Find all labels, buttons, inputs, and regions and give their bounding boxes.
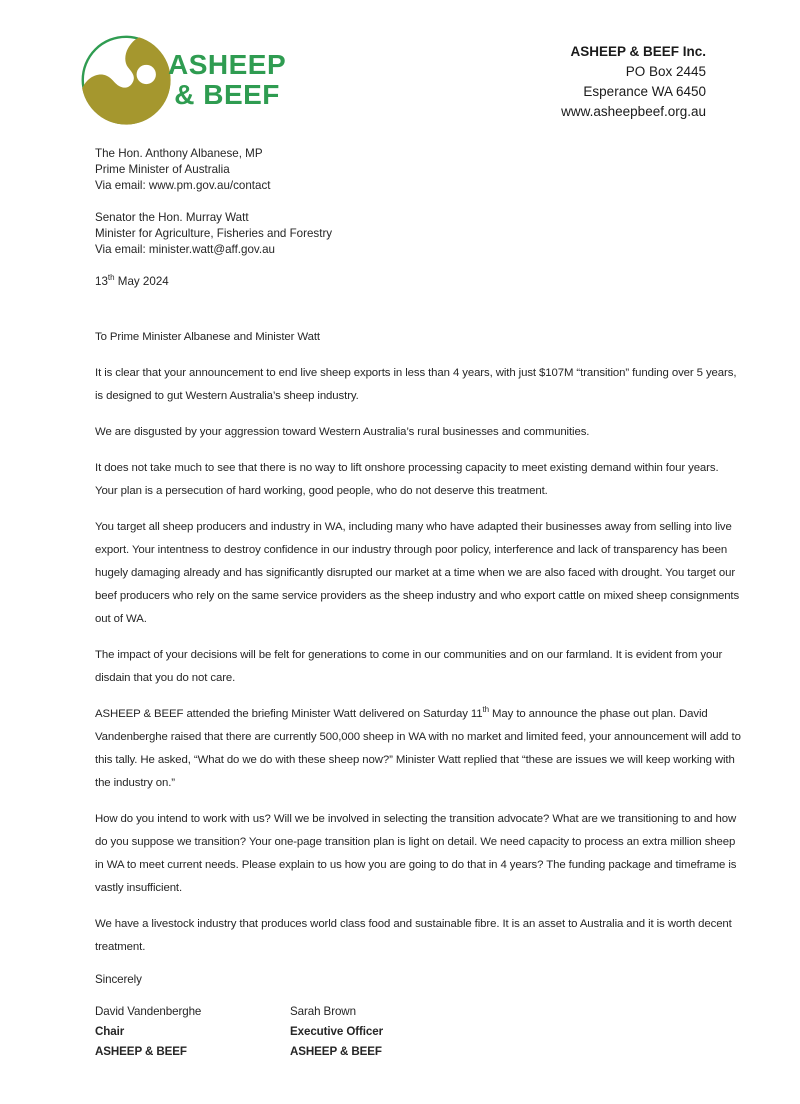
sheep-swirl-logo-icon <box>80 34 172 126</box>
recipient-line: Via email: www.pm.gov.au/contact <box>95 179 271 192</box>
signatory-org: ASHEEP & BEEF <box>290 1045 382 1058</box>
signatory-title: Executive Officer <box>290 1025 384 1038</box>
signatory <box>290 1002 485 1062</box>
signatory-name: Sarah Brown <box>290 1005 356 1018</box>
logo-wordmark-line1: ASHEEP <box>168 49 287 80</box>
letter-paragraph: ASHEEP & BEEF attended the briefing Minister Watt delivered on Saturday 11th May to announce the phase out plan. David Vandenberghe raised that there are currently 500,000 sheep in WA with no market and limited feed, your announcement will add to this tally. He asked, “What do we do with these sheep now?” Minister Watt replied that “these are issues we will keep working with the industry on.” <box>95 705 741 789</box>
signatory-title: Chair <box>95 1025 125 1038</box>
address-area <box>95 146 800 290</box>
logo-wordmark-line2: & BEEF <box>174 79 280 110</box>
signatory-org: ASHEEP & BEEF <box>95 1045 187 1058</box>
recipient-line: The Hon. Anthony Albanese, MP <box>95 147 263 160</box>
sender-address-block <box>561 42 706 122</box>
letter-paragraph: We have a livestock industry that produces world class food and sustainable fibre. It is an asset to Australia and it is worth decent treatment. <box>95 918 732 953</box>
recipient-line: Via email: minister.watt@aff.gov.au <box>95 243 275 256</box>
recipient-line: Minister for Agriculture, Fisheries and Forestry <box>95 227 333 240</box>
letter-paragraphs <box>95 362 743 959</box>
sender-website: www.asheepbeef.org.au <box>561 104 706 119</box>
letterhead <box>0 0 800 126</box>
ordinal-superscript: th <box>482 705 489 715</box>
logo-wordmark <box>168 50 286 110</box>
ordinal-superscript: th <box>107 273 115 283</box>
signatory <box>95 1002 290 1062</box>
sender-org-name: ASHEEP & BEEF Inc. <box>570 44 706 59</box>
signature-row <box>95 1002 743 1062</box>
recipient-line: Prime Minister of Australia <box>95 163 230 176</box>
recipient-line: Senator the Hon. Murray Watt <box>95 211 249 224</box>
letter-paragraph: It is clear that your announcement to end live sheep exports in less than 4 years, with just $107M “transition” funding over 5 years, is designed to gut Western Australia’s sheep industry. <box>95 367 737 402</box>
recipient-block-2 <box>95 210 800 258</box>
closing: Sincerely <box>95 973 142 986</box>
recipient-block-1 <box>95 146 800 194</box>
date-line: 13th May 2024 <box>95 273 169 288</box>
letter-paragraph: We are disgusted by your aggression toward Western Australia’s rural businesses and communities. <box>95 426 590 438</box>
sender-po-box: PO Box 2445 <box>625 64 706 79</box>
sender-city: Esperance WA 6450 <box>583 84 706 99</box>
letter-paragraph: How do you intend to work with us? Will we be involved in selecting the transition advocate? What are we transitioning to and how do you suppose we transition? Your one-page transition plan is light on detail. We need capacity to process an extra million sheep in WA to meet current needs. Please explain to us how you are going to do that in 4 years? The funding package and timeframe is vastly insufficient. <box>95 813 737 894</box>
letter-body <box>95 326 743 1062</box>
signatory-name: David Vandenberghe <box>95 1005 202 1018</box>
letter-paragraph: It does not take much to see that there is no way to lift onshore processing capacity to meet existing demand within four years. Your plan is a persecution of hard working, good people, who do not deserve this treatment. <box>95 462 719 497</box>
recipient-blocks <box>95 146 800 258</box>
letter-paragraph: The impact of your decisions will be felt for generations to come in our communities and on our farmland. It is evident from your disdain that you do not care. <box>95 649 723 684</box>
asheep-beef-logo <box>80 34 286 126</box>
letter-paragraph: You target all sheep producers and industry in WA, including many who have adapted their businesses away from selling into live export. Your intentness to destroy confidence in our industry through poor policy, interference and lack of transparency has been hugely damaging already and has significantly disrupted our market at a time when we are also faced with drought. You target our beef producers who rely on the same service providers as the sheep industry and who export cattle on mixed sheep consignments out of WA. <box>95 521 740 625</box>
salutation: To Prime Minister Albanese and Minister Watt <box>95 331 320 343</box>
